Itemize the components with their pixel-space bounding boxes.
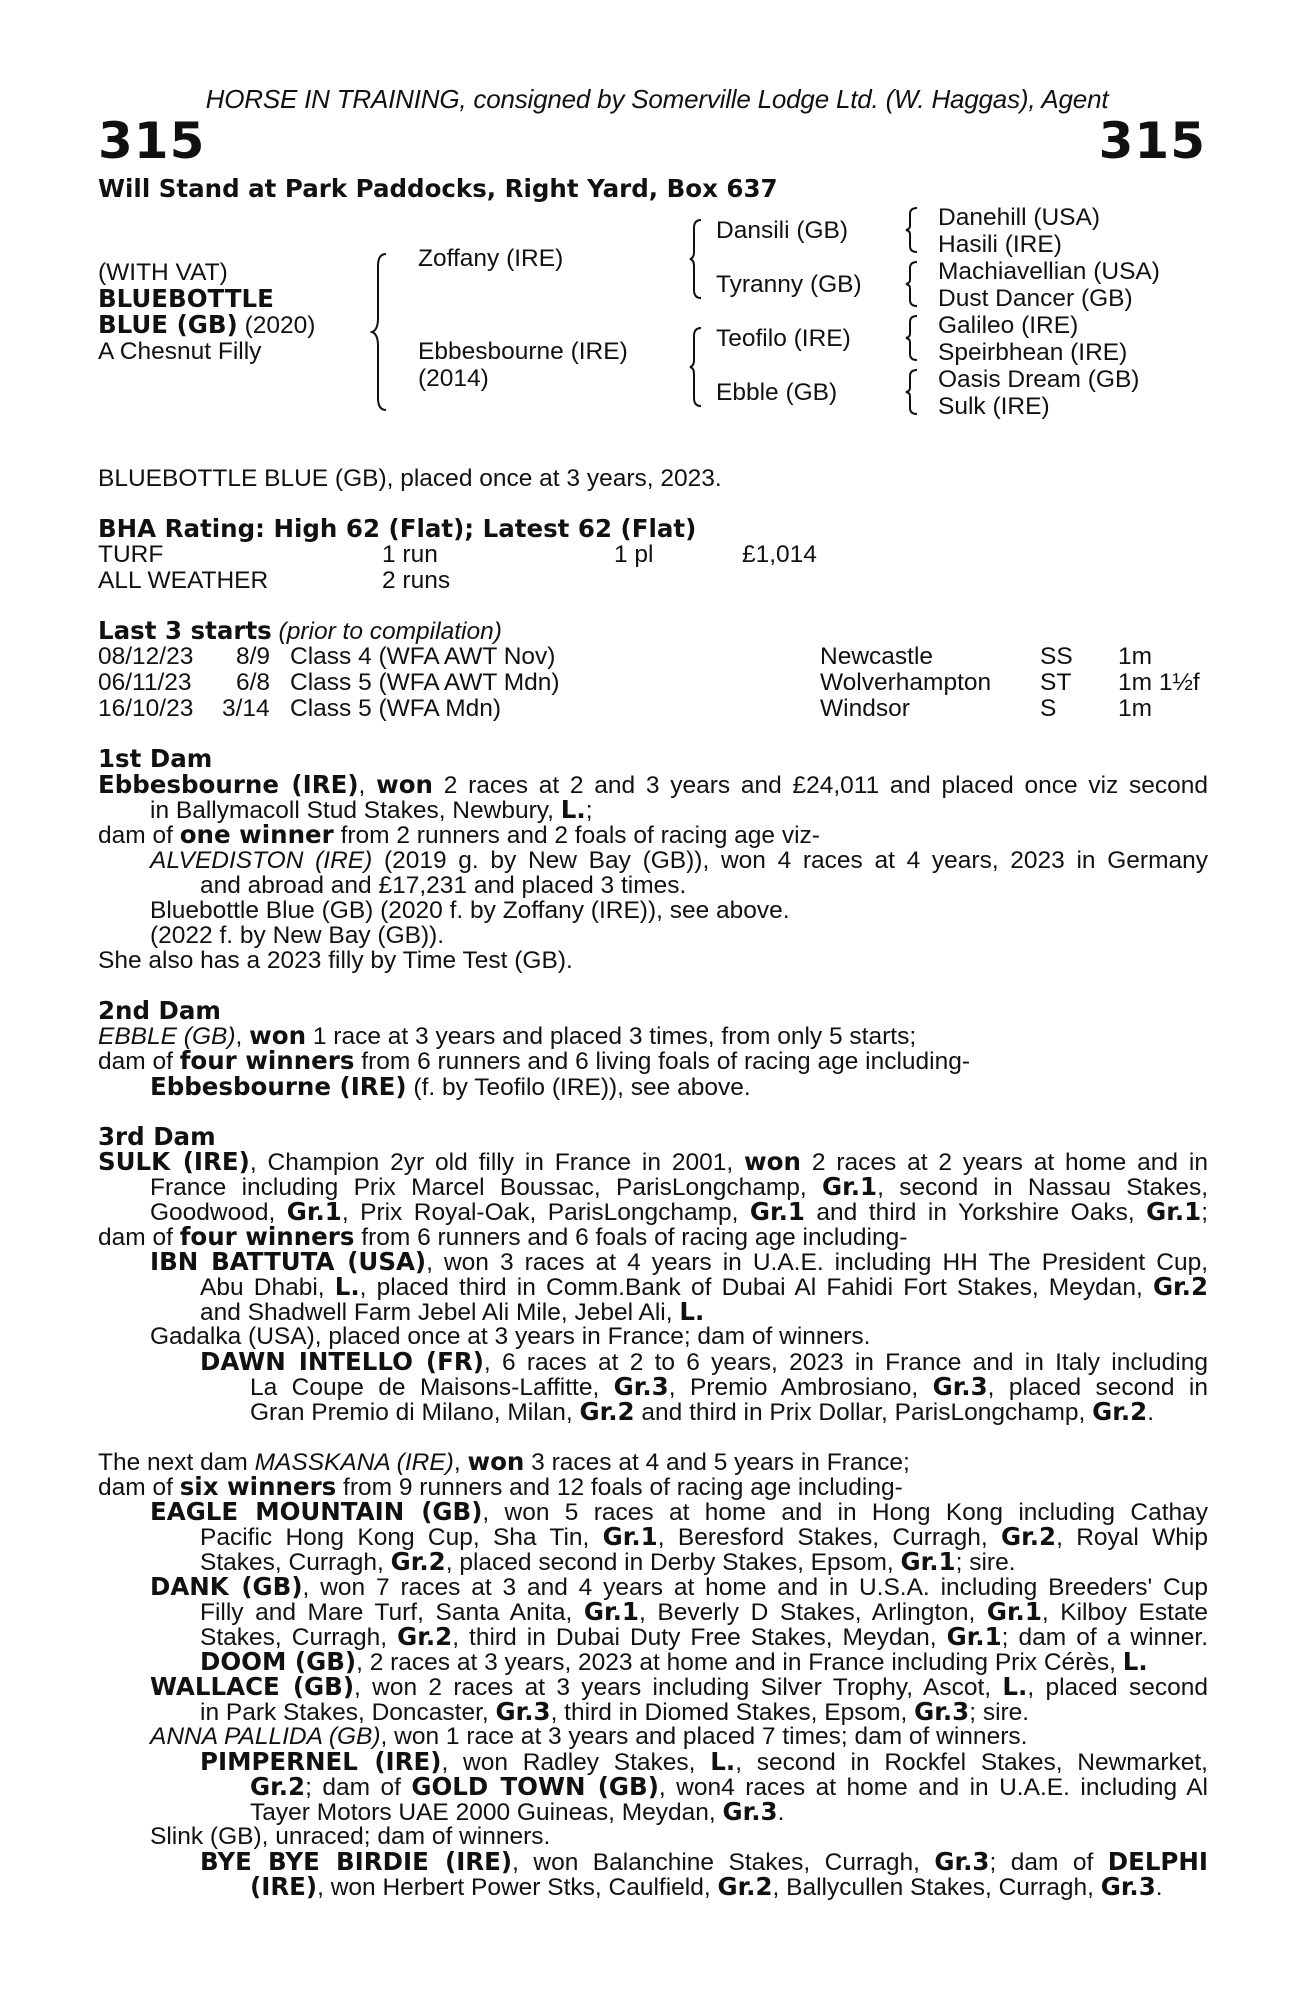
vat-note: (WITH VAT) [98, 259, 228, 286]
section-heading: 2nd Dam [98, 996, 221, 1025]
pedigree-brace-dam [688, 326, 704, 408]
text-line: Gran Premio di Milano, Milan, Gr.2 and third in Prix Dollar, ParisLongchamp, Gr.2. [250, 1397, 1155, 1426]
granddam-line-5: Galileo (IRE) [938, 312, 1079, 339]
text-line: dam of six winners from 9 runners and 12 foals of racing age including- [98, 1472, 903, 1501]
text-line: WALLACE (GB), won 2 races at 3 years including Silver Trophy, Ascot, L., placed second [150, 1672, 1208, 1701]
text-line: EBBLE (GB), won 1 race at 3 years and placed 3 times, from only 5 starts; [98, 1021, 917, 1050]
rating-runs: 1 run [382, 541, 438, 568]
bha-rating-title: BHA Rating: High 62 (Flat); Latest 62 (Flat) [98, 514, 697, 543]
race-summary: BLUEBOTTLE BLUE (GB), placed once at 3 years, 2023. [98, 465, 722, 492]
pedigree-brace-sire [688, 218, 704, 300]
start-course: Newcastle [820, 643, 934, 670]
horse-description: A Chesnut Filly [98, 338, 262, 365]
granddam-line-8: Sulk (IRE) [938, 393, 1050, 420]
granddam-line-2: Hasili (IRE) [938, 231, 1062, 258]
text-line: The next dam MASSKANA (IRE), won 3 races at 4 and 5 years in France; [98, 1447, 910, 1476]
text-line: dam of four winners from 6 runners and 6 living foals of racing age including- [98, 1046, 971, 1075]
sire-sire: Dansili (GB) [716, 217, 849, 244]
text-line: Filly and Mare Turf, Santa Anita, Gr.1, Beverly D Stakes, Arlington, Gr.1, Kilboy Estate [200, 1597, 1208, 1626]
text-line: Pacific Hong Kong Cup, Sha Tin, Gr.1, Beresford Stakes, Curragh, Gr.2, Royal Whip [200, 1522, 1208, 1551]
granddam-line-7: Oasis Dream (GB) [938, 366, 1140, 393]
text-line: BYE BYE BIRDIE (IRE), won Balanchine Stakes, Curragh, Gr.3; dam of DELPHI [200, 1847, 1209, 1876]
start-going: ST [1040, 669, 1072, 696]
dam: Ebbesbourne (IRE) [418, 338, 628, 365]
section-heading: 1st Dam [98, 744, 213, 773]
text-line: ALVEDISTON (IRE) (2019 g. by New Bay (GB)), won 4 races at 4 years, 2023 in Germany [150, 847, 1208, 874]
text-line: EAGLE MOUNTAIN (GB), won 5 races at home and in Hong Kong including Cathay [150, 1497, 1209, 1526]
rating-surface: ALL WEATHER [98, 567, 269, 594]
start-date: 16/10/23 [98, 695, 194, 722]
stand-location: Will Stand at Park Paddocks, Right Yard, Box 637 [98, 174, 778, 203]
dam-dam: Ebble (GB) [716, 379, 838, 406]
text-line: Goodwood, Gr.1, Prix Royal-Oak, ParisLongchamp, Gr.1 and third in Yorkshire Oaks, Gr.1; [150, 1197, 1208, 1226]
text-line: Gadalka (USA), placed once at 3 years in France; dam of winners. [150, 1323, 871, 1350]
start-course: Windsor [820, 695, 910, 722]
text-line: and Shadwell Farm Jebel Ali Mile, Jebel Ali, L. [200, 1297, 705, 1326]
start-date: 06/11/23 [98, 669, 192, 696]
horse-name-line2: BLUE (GB) (2020) [98, 310, 316, 339]
text-line: La Coupe de Maisons-Laffitte, Gr.3, Premio Ambrosiano, Gr.3, placed second in [250, 1372, 1208, 1401]
start-distance: 1m 1½f [1118, 669, 1200, 696]
pedigree-brace-g1 [904, 206, 920, 254]
text-line: dam of one winner from 2 runners and 2 foals of racing age viz- [98, 820, 820, 849]
text-line: Ebbesbourne (IRE), won 2 races at 2 and 3 years and £24,011 and placed once viz second [98, 770, 1208, 799]
start-going: S [1040, 695, 1057, 722]
lot-number-left: 315 [98, 112, 206, 170]
pedigree-brace-main [370, 252, 390, 412]
start-position: 6/8 [236, 669, 271, 696]
text-line: ANNA PALLIDA (GB), won 1 race at 3 years and placed 7 times; dam of winners. [150, 1723, 1028, 1750]
consignment-header: HORSE IN TRAINING, consigned by Somerville Lodge Ltd. (W. Haggas), Agent [205, 84, 1109, 114]
lot-number-right: 315 [1098, 112, 1206, 170]
start-distance: 1m [1118, 695, 1153, 722]
text-line: Slink (GB), unraced; dam of winners. [150, 1823, 551, 1850]
text-line: (IRE), won Herbert Power Stks, Caulfield, Gr.2, Ballycullen Stakes, Curragh, Gr.3. [250, 1872, 1163, 1901]
text-line: and abroad and £17,231 and placed 3 times. [200, 872, 687, 899]
rating-prize: £1,014 [742, 541, 817, 568]
dam-sire: Teofilo (IRE) [716, 325, 851, 352]
sire-dam: Tyranny (GB) [716, 271, 862, 298]
text-line: She also has a 2023 filly by Time Test (GB). [98, 947, 573, 974]
rating-surface: TURF [98, 541, 164, 568]
rating-runs: 2 runs [382, 567, 451, 594]
text-line: in Ballymacoll Stud Stakes, Newbury, L.; [150, 795, 593, 824]
text-line: Stakes, Curragh, Gr.2, third in Dubai Duty Free Stakes, Meydan, Gr.1; dam of a winner. [200, 1622, 1209, 1651]
text-line: DAWN INTELLO (FR), 6 races at 2 to 6 years, 2023 in France and in Italy including [200, 1347, 1208, 1376]
text-line: SULK (IRE), Champion 2yr old filly in France in 2001, won 2 races at 2 years at home and in [98, 1147, 1208, 1176]
text-line: (2022 f. by New Bay (GB)). [150, 922, 445, 949]
text-line: DOOM (GB), 2 races at 3 years, 2023 at home and in France including Prix Cérès, L. [200, 1647, 1148, 1676]
pedigree-brace-g3 [904, 314, 920, 362]
granddam-line-6: Speirbhean (IRE) [938, 339, 1128, 366]
start-course: Wolverhampton [820, 669, 992, 696]
text-line: IBN BATTUTA (USA), won 3 races at 4 years in U.A.E. including HH The President Cup, [150, 1247, 1209, 1276]
start-position: 3/14 [222, 695, 270, 722]
start-position: 8/9 [236, 643, 271, 670]
dam-year: (2014) [418, 365, 489, 392]
text-line: Gr.2; dam of GOLD TOWN (GB), won4 races at home and in U.A.E. including Al [250, 1772, 1208, 1801]
text-line: in Park Stakes, Doncaster, Gr.3, third in Diomed Stakes, Epsom, Gr.3; sire. [200, 1697, 1030, 1726]
granddam-line-3: Machiavellian (USA) [938, 258, 1160, 285]
start-race: Class 4 (WFA AWT Nov) [290, 643, 556, 670]
rating-placed: 1 pl [614, 541, 654, 568]
granddam-line-1: Danehill (USA) [938, 204, 1101, 231]
text-line: Tayer Motors UAE 2000 Guineas, Meydan, Gr.3. [250, 1797, 785, 1826]
text-line: Ebbesbourne (IRE) (f. by Teofilo (IRE)), see above. [150, 1072, 751, 1101]
text-line: Stakes, Curragh, Gr.2, placed second in Derby Stakes, Epsom, Gr.1; sire. [200, 1547, 1016, 1576]
text-line: France including Prix Marcel Boussac, ParisLongchamp, Gr.1, second in Nassau Stakes, [150, 1172, 1208, 1201]
text-line: DANK (GB), won 7 races at 3 and 4 years at home and in U.S.A. including Breeders' Cup [150, 1572, 1209, 1601]
start-race: Class 5 (WFA AWT Mdn) [290, 669, 560, 696]
text-line: Bluebottle Blue (GB) (2020 f. by Zoffany (IRE)), see above. [150, 897, 790, 924]
pedigree-brace-g4 [904, 368, 920, 416]
horse-name-line1: BLUEBOTTLE [98, 284, 274, 313]
text-line: dam of four winners from 6 runners and 6 foals of racing age including- [98, 1222, 908, 1251]
text-line: Abu Dhabi, L., placed third in Comm.Bank of Dubai Al Fahidi Fort Stakes, Meydan, Gr.2 [200, 1272, 1208, 1301]
sire: Zoffany (IRE) [418, 245, 564, 272]
start-date: 08/12/23 [98, 643, 194, 670]
start-going: SS [1040, 643, 1073, 670]
start-race: Class 5 (WFA Mdn) [290, 695, 502, 722]
pedigree-brace-g2 [904, 260, 920, 308]
text-line: PIMPERNEL (IRE), won Radley Stakes, L., second in Rockfel Stakes, Newmarket, [200, 1747, 1208, 1776]
start-distance: 1m [1118, 643, 1153, 670]
last-starts-title: Last 3 starts (prior to compilation) [98, 616, 502, 645]
section-heading: 3rd Dam [98, 1122, 216, 1151]
granddam-line-4: Dust Dancer (GB) [938, 285, 1133, 312]
